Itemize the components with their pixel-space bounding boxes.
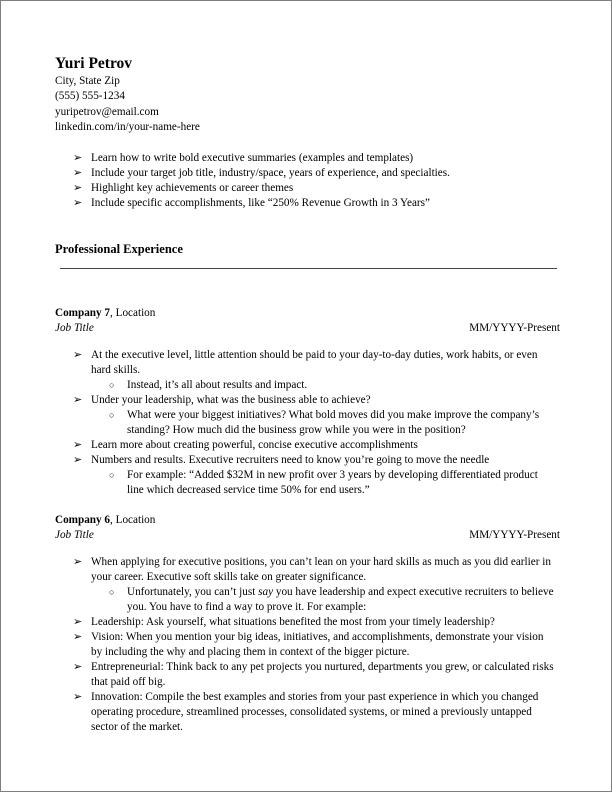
summary-item: ➢ Include your target job title, industry/space, years of experience, and specialties. [73, 167, 450, 179]
company-location: , Location [110, 514, 156, 526]
sub-list-item: ○ Instead, it’s all about results and impact. [109, 379, 308, 391]
list-item: ➢ Numbers and results. Executive recruiters need to know you’re going to move the needle [73, 454, 490, 466]
address: City, State Zip [55, 75, 120, 87]
job-header [55, 513, 560, 543]
arrow-bullet-icon: ➢ [73, 394, 83, 406]
circle-bullet-icon: ○ [109, 410, 115, 420]
arrow-bullet-icon: ➢ [73, 152, 83, 164]
list-item: ➢ Entrepreneurial: Think back to any pet projects you nurtured, departments you grew, or calculated risks that paid off big. [73, 661, 554, 688]
linkedin-url: linkedin.com/in/your-name-here [55, 121, 200, 134]
list-item: ➢ Under your leadership, what was the business able to achieve? [73, 394, 371, 406]
arrow-bullet-icon: ➢ [73, 691, 83, 703]
arrow-bullet-icon: ➢ [73, 197, 83, 209]
job-title: Job Title [55, 322, 94, 334]
sub-list-item: ○ Unfortunately, you can’t just say you have leadership and expect executive recruiters to believe you. You have to find a way to prove it. For example: [109, 586, 554, 613]
arrow-bullet-icon: ➢ [73, 556, 83, 568]
arrow-bullet-icon: ➢ [73, 616, 83, 628]
summary-item: ➢ Learn how to write bold executive summaries (examples and templates) [73, 152, 414, 164]
title-line [55, 528, 560, 543]
list-item: ➢ At the executive level, little attention should be paid to your day-to-day duties, work habits, or even hard skills. [73, 349, 538, 376]
summary-item: ➢ Include specific accomplishments, like “250% Revenue Growth in 3 Years” [73, 197, 430, 209]
arrow-bullet-icon: ➢ [73, 631, 83, 643]
phone: (555) 555-1234 [55, 90, 125, 103]
arrow-bullet-icon: ➢ [73, 167, 83, 179]
company-line [55, 513, 560, 528]
arrow-bullet-icon: ➢ [73, 182, 83, 194]
job-title: Job Title [55, 529, 94, 541]
email: yuripetrov@email.com [55, 105, 159, 118]
candidate-name: Yuri Petrov [55, 55, 133, 72]
circle-bullet-icon: ○ [109, 470, 115, 480]
sub-list-item: ○ For example: “Added $32M in new profit over 3 years by developing differentiated product line which decreased service time 50% for end users.” [109, 469, 538, 496]
job-dates: MM/YYYY-Present [469, 529, 560, 541]
job-dates: MM/YYYY-Present [469, 322, 560, 334]
list-item: ➢ Vision: When you mention your big ideas, initiatives, and accomplishments, demonstrate your vision by including the why and placing them in context of the bigger picture. [73, 631, 544, 658]
arrow-bullet-icon: ➢ [73, 439, 83, 451]
arrow-bullet-icon: ➢ [73, 661, 83, 673]
company-name: Company 7 [55, 307, 111, 319]
list-item: ➢ Leadership: Ask yourself, what situations benefited the most from your timely leadership? [73, 616, 495, 628]
company-name: Company 6 [55, 514, 111, 526]
job-header [55, 306, 560, 336]
arrow-bullet-icon: ➢ [73, 349, 83, 361]
circle-bullet-icon: ○ [109, 380, 115, 390]
contact-info [55, 74, 200, 136]
title-line [55, 321, 560, 336]
section-divider [60, 268, 557, 269]
list-item: ➢ When applying for executive positions, you can’t lean on your hard skills as much as you did earlier in your career. Executive soft skills take on greater significance. [73, 556, 551, 583]
job-bullets [73, 348, 557, 498]
arrow-bullet-icon: ➢ [73, 454, 83, 466]
job-bullets [73, 555, 557, 735]
company-location: , Location [110, 307, 156, 319]
sub-list-item: ○ What were your biggest initiatives? What bold moves did you make improve the company’s standing? How much did the business grow while you were in the position? [109, 409, 540, 436]
section-title: Professional Experience [55, 242, 183, 256]
list-item: ➢ Innovation: Compile the best examples and stories from your past experience in which you changed operating procedure, streamlined processes, consolidated systems, or mined a previously untapped sector of the market. [73, 691, 539, 733]
executive-summary [73, 151, 573, 211]
summary-item: ➢ Highlight key achievements or career themes [73, 182, 294, 194]
circle-bullet-icon: ○ [109, 587, 115, 597]
list-item: ➢ Learn more about creating powerful, concise executive accomplishments [73, 439, 418, 451]
company-line [55, 306, 560, 321]
